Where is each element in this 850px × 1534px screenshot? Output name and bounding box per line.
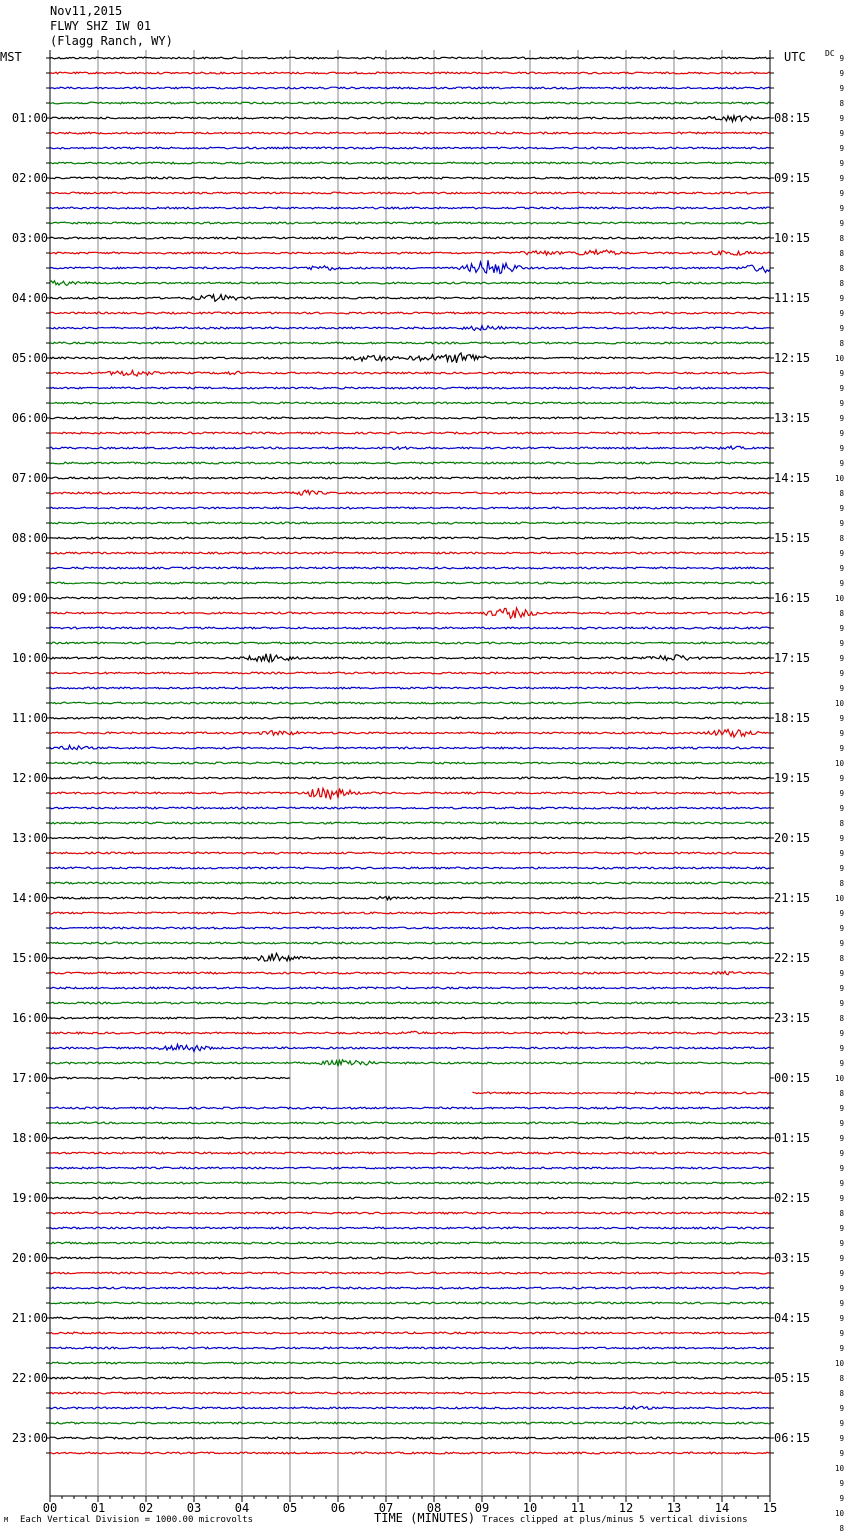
dc-offset-value: 10 [834, 1464, 844, 1473]
right-hour-label: 10:15 [774, 231, 811, 245]
dc-offset-value: 9 [839, 714, 844, 723]
dc-offset-value: 9 [839, 1029, 844, 1038]
seismic-trace [50, 1317, 770, 1319]
dc-offset-value: 9 [839, 1299, 844, 1308]
dc-offset-value: 9 [839, 159, 844, 168]
dc-offset-value: 9 [839, 1164, 844, 1173]
right-hour-label: 18:15 [774, 711, 811, 725]
left-hour-label: 21:00 [11, 1311, 48, 1325]
right-hour-label: 00:15 [774, 1071, 811, 1085]
dc-offset-header: DC [825, 49, 835, 58]
dc-offset-value: 10 [834, 354, 844, 363]
dc-offset-value: 8 [839, 249, 844, 258]
seismic-trace [50, 942, 770, 944]
dc-offset-value: 9 [839, 1419, 844, 1428]
dc-offset-value: 9 [839, 1194, 844, 1203]
left-hour-label: 05:00 [11, 351, 48, 365]
x-tick-label: 04 [234, 1501, 250, 1515]
left-hour-label: 09:00 [11, 591, 48, 605]
seismic-trace [50, 72, 770, 74]
seismic-trace [50, 387, 770, 389]
dc-offset-value: 9 [839, 744, 844, 753]
x-tick-label: 09 [474, 1501, 490, 1515]
dc-offset-value: 9 [839, 834, 844, 843]
dc-offset-value: 9 [839, 564, 844, 573]
dc-offset-value: 9 [839, 669, 844, 678]
dc-offset-value: 9 [839, 1404, 844, 1413]
dc-offset-value: 8 [839, 234, 844, 243]
dc-offset-value: 9 [839, 204, 844, 213]
x-tick-label: 05 [282, 1501, 298, 1515]
x-tick-label: 01 [90, 1501, 106, 1515]
seismic-trace [50, 281, 770, 286]
seismic-trace [50, 260, 770, 273]
dc-offset-value: 8 [839, 534, 844, 543]
seismic-trace [50, 702, 770, 704]
right-hour-label: 17:15 [774, 651, 811, 665]
seismic-trace [50, 537, 770, 539]
dc-offset-value: 9 [839, 639, 844, 648]
dc-offset-value: 9 [839, 1479, 844, 1488]
right-hour-label: 09:15 [774, 171, 811, 185]
left-hour-label: 17:00 [11, 1071, 48, 1085]
dc-offset-value: 8 [839, 1089, 844, 1098]
dc-offset-value: 9 [839, 459, 844, 468]
dc-offset-value: 9 [839, 939, 844, 948]
dc-offset-value: 8 [839, 954, 844, 963]
dc-offset-value: 9 [839, 399, 844, 408]
dc-offset-value: 9 [839, 549, 844, 558]
seismic-trace [50, 1044, 770, 1051]
seismic-trace [50, 462, 770, 464]
right-hour-label: 23:15 [774, 1011, 811, 1025]
seismic-trace [50, 1242, 770, 1244]
scale-note: Each Vertical Division = 1000.00 microvolts [20, 1515, 253, 1525]
dc-offset-value: 8 [839, 489, 844, 498]
dc-offset-value: 8 [839, 1524, 844, 1533]
left-hour-label: 11:00 [11, 711, 48, 725]
seismic-trace [50, 582, 770, 584]
right-hour-label: 11:15 [774, 291, 811, 305]
seismic-trace [50, 1107, 770, 1109]
seismic-trace [50, 822, 770, 824]
seismic-trace [50, 1152, 770, 1154]
seismic-trace [50, 1197, 770, 1199]
seismic-trace [50, 177, 770, 179]
seismic-trace [50, 897, 770, 900]
left-hour-label: 19:00 [11, 1191, 48, 1205]
seismic-trace [50, 745, 770, 749]
seismic-trace [50, 1212, 770, 1214]
seismic-trace [50, 953, 770, 961]
seismic-trace [50, 852, 770, 854]
dc-offset-value: 9 [839, 1314, 844, 1323]
station-location: (Flagg Ranch, WY) [50, 34, 173, 48]
seismic-trace [50, 342, 770, 344]
seismic-trace [50, 1406, 770, 1409]
dc-offset-value: 9 [839, 1044, 844, 1053]
seismic-trace [50, 927, 770, 929]
dc-offset-value: 10 [834, 474, 844, 483]
seismic-trace [50, 654, 770, 662]
x-tick-label: 14 [714, 1501, 730, 1515]
seismic-trace [50, 1122, 770, 1124]
seismic-trace [50, 295, 770, 302]
dc-offset-value: 10 [834, 699, 844, 708]
seismic-trace [50, 608, 770, 618]
seismic-trace [50, 717, 770, 719]
left-hour-label: 12:00 [11, 771, 48, 785]
left-hour-label: 04:00 [11, 291, 48, 305]
dc-offset-value: 8 [839, 339, 844, 348]
corner-mark: M [4, 1516, 9, 1524]
dc-offset-value: 9 [839, 579, 844, 588]
dc-offset-value: 9 [839, 1344, 844, 1353]
seismic-trace [50, 837, 770, 839]
dc-offset-value: 10 [834, 1359, 844, 1368]
dc-offset-value: 9 [839, 1284, 844, 1293]
seismic-trace [50, 222, 770, 224]
seismic-trace [50, 87, 770, 89]
dc-offset-value: 10 [834, 894, 844, 903]
dc-offset-value: 9 [839, 789, 844, 798]
seismic-trace [50, 353, 770, 363]
left-hour-label: 23:00 [11, 1431, 48, 1445]
dc-offset-value: 9 [839, 999, 844, 1008]
right-hour-label: 05:15 [774, 1371, 811, 1385]
seismic-trace [50, 1077, 290, 1079]
dc-offset-value: 8 [839, 1374, 844, 1383]
dc-offset-value: 9 [839, 384, 844, 393]
seismic-trace [50, 627, 770, 629]
seismic-trace [50, 642, 770, 644]
dc-offset-value: 9 [839, 1449, 844, 1458]
dc-offset-value: 9 [839, 849, 844, 858]
x-tick-label: 13 [666, 1501, 682, 1515]
seismic-trace [50, 1452, 770, 1454]
dc-offset-value: 9 [839, 144, 844, 153]
dc-offset-value: 9 [839, 624, 844, 633]
right-hour-label: 13:15 [774, 411, 811, 425]
left-hour-label: 22:00 [11, 1371, 48, 1385]
left-hour-label: 02:00 [11, 171, 48, 185]
dc-offset-value: 9 [839, 189, 844, 198]
seismic-trace [50, 788, 770, 800]
dc-offset-value: 8 [839, 609, 844, 618]
x-axis-title: TIME (MINUTES) [374, 1511, 476, 1525]
seismic-trace [50, 729, 770, 737]
seismic-trace [50, 1227, 770, 1229]
dc-offset-value: 8 [839, 1014, 844, 1023]
clip-note: Traces clipped at plus/minus 5 vertical divisions [482, 1515, 748, 1525]
left-hour-label: 01:00 [11, 111, 48, 125]
dc-offset-value: 9 [839, 174, 844, 183]
seismic-trace [50, 326, 770, 331]
dc-offset-value: 9 [839, 1269, 844, 1278]
seismic-trace [50, 1137, 770, 1139]
seismic-trace [50, 777, 770, 779]
dc-offset-value: 9 [839, 309, 844, 318]
dc-offset-value: 9 [839, 1494, 844, 1503]
seismic-trace [50, 1332, 770, 1334]
seismic-trace [50, 207, 770, 209]
seismic-trace [50, 237, 770, 239]
seismic-trace [50, 597, 770, 599]
dc-offset-value: 9 [839, 369, 844, 378]
dc-offset-value: 9 [839, 684, 844, 693]
dc-offset-value: 9 [839, 1119, 844, 1128]
right-hour-label: 20:15 [774, 831, 811, 845]
x-tick-label: 08 [426, 1501, 442, 1515]
seismic-trace [50, 250, 770, 255]
seismic-trace [50, 477, 770, 479]
right-hour-label: 12:15 [774, 351, 811, 365]
dc-offset-value: 9 [839, 429, 844, 438]
seismic-trace [50, 687, 770, 689]
left-hour-label: 07:00 [11, 471, 48, 485]
left-hour-label: 18:00 [11, 1131, 48, 1145]
x-tick-label: 11 [570, 1501, 586, 1515]
seismic-trace [50, 1272, 770, 1274]
x-tick-label: 10 [522, 1501, 538, 1515]
dc-offset-value: 9 [839, 129, 844, 138]
seismic-trace [50, 1437, 770, 1439]
dc-offset-value: 8 [839, 264, 844, 273]
seismic-trace [50, 446, 770, 449]
dc-offset-value: 8 [839, 279, 844, 288]
dc-offset-value: 9 [839, 1254, 844, 1263]
seismic-trace [50, 1167, 770, 1169]
seismic-trace [50, 370, 770, 376]
dc-offset-value: 9 [839, 774, 844, 783]
station-code: FLWY SHZ IW 01 [50, 19, 152, 33]
seismic-trace [50, 1422, 770, 1424]
right-hour-label: 16:15 [774, 591, 811, 605]
seismic-trace [50, 567, 770, 569]
seismic-trace [50, 1377, 770, 1379]
dc-offset-value: 9 [839, 1329, 844, 1338]
seismic-trace [50, 867, 770, 869]
seismic-trace [50, 147, 770, 149]
right-hour-label: 08:15 [774, 111, 811, 125]
seismic-trace [50, 971, 770, 975]
left-hour-label: 14:00 [11, 891, 48, 905]
left-timezone-label: MST [0, 50, 22, 64]
dc-offset-value: 9 [839, 519, 844, 528]
left-hour-label: 10:00 [11, 651, 48, 665]
left-hour-label: 16:00 [11, 1011, 48, 1025]
x-tick-label: 03 [186, 1501, 202, 1515]
seismic-trace [472, 1092, 769, 1094]
seismic-trace [50, 432, 770, 434]
seismic-trace [50, 417, 770, 419]
right-hour-label: 01:15 [774, 1131, 811, 1145]
seismic-trace [50, 1302, 770, 1304]
dc-offset-value: 9 [839, 1149, 844, 1158]
right-hour-label: 02:15 [774, 1191, 811, 1205]
dc-offset-value: 10 [834, 594, 844, 603]
seismic-trace [50, 116, 770, 122]
left-hour-label: 15:00 [11, 951, 48, 965]
dc-offset-value: 9 [839, 1134, 844, 1143]
dc-offset-value: 10 [834, 1509, 844, 1518]
x-tick-label: 00 [42, 1501, 58, 1515]
seismic-trace [50, 1392, 770, 1394]
dc-offset-value: 9 [839, 504, 844, 513]
seismic-trace [50, 132, 770, 134]
left-hour-label: 03:00 [11, 231, 48, 245]
dc-offset-value: 9 [839, 1059, 844, 1068]
seismic-trace [50, 807, 770, 809]
seismic-trace [50, 1257, 770, 1259]
x-tick-label: 07 [378, 1501, 394, 1515]
dc-offset-value: 9 [839, 864, 844, 873]
x-tick-label: 15 [762, 1501, 778, 1515]
dc-offset-value: 9 [839, 804, 844, 813]
dc-offset-value: 9 [839, 984, 844, 993]
seismic-trace [50, 490, 770, 495]
right-hour-label: 15:15 [774, 531, 811, 545]
dc-offset-value: 9 [839, 654, 844, 663]
dc-offset-value: 9 [839, 1239, 844, 1248]
dc-offset-value: 8 [839, 1209, 844, 1218]
dc-offset-value: 9 [839, 909, 844, 918]
dc-offset-value: 10 [834, 1074, 844, 1083]
seismic-trace [50, 57, 770, 59]
dc-offset-value: 8 [839, 879, 844, 888]
right-hour-label: 14:15 [774, 471, 811, 485]
left-hour-label: 06:00 [11, 411, 48, 425]
right-hour-label: 21:15 [774, 891, 811, 905]
dc-offset-value: 9 [839, 1434, 844, 1443]
seismic-trace [50, 402, 770, 404]
dc-offset-value: 9 [839, 84, 844, 93]
x-tick-label: 02 [138, 1501, 154, 1515]
seismic-trace [50, 912, 770, 914]
right-hour-label: 19:15 [774, 771, 811, 785]
right-hour-label: 03:15 [774, 1251, 811, 1265]
right-timezone-label: UTC [784, 50, 806, 64]
x-tick-label: 06 [330, 1501, 346, 1515]
seismic-trace [50, 1017, 770, 1019]
dc-offset-value: 9 [839, 924, 844, 933]
seismic-trace [50, 1002, 770, 1004]
dc-offset-value: 9 [839, 54, 844, 63]
seismic-trace [50, 762, 770, 764]
dc-offset-value: 9 [839, 294, 844, 303]
dc-offset-value: 8 [839, 819, 844, 828]
record-date: Nov11,2015 [50, 4, 123, 18]
dc-offset-value: 9 [839, 729, 844, 738]
seismic-trace [50, 1182, 770, 1184]
left-hour-label: 13:00 [11, 831, 48, 845]
dc-offset-value: 9 [839, 1179, 844, 1188]
dc-offset-value: 9 [839, 114, 844, 123]
seismic-trace [50, 1347, 770, 1349]
dc-offset-value: 9 [839, 1224, 844, 1233]
seismic-trace [50, 1031, 770, 1034]
dc-offset-value: 9 [839, 414, 844, 423]
dc-offset-value: 9 [839, 69, 844, 78]
dc-offset-value: 8 [839, 1389, 844, 1398]
seismic-trace [50, 1287, 770, 1289]
x-tick-label: 12 [618, 1501, 634, 1515]
dc-offset-value: 9 [839, 219, 844, 228]
right-hour-label: 22:15 [774, 951, 811, 965]
dc-offset-value: 9 [839, 444, 844, 453]
dc-offset-value: 9 [839, 324, 844, 333]
left-hour-label: 08:00 [11, 531, 48, 545]
seismic-trace [50, 192, 770, 194]
seismic-trace [50, 987, 770, 989]
seismic-trace [50, 882, 770, 884]
seismic-trace [50, 507, 770, 509]
seismic-trace [50, 1362, 770, 1364]
dc-offset-value: 8 [839, 99, 844, 108]
dc-offset-value: 10 [834, 759, 844, 768]
seismic-trace [50, 312, 770, 314]
seismic-trace [50, 1060, 770, 1067]
seismic-trace [50, 162, 770, 164]
seismic-trace [50, 522, 770, 524]
right-hour-label: 06:15 [774, 1431, 811, 1445]
left-hour-label: 20:00 [11, 1251, 48, 1265]
dc-offset-value: 9 [839, 1104, 844, 1113]
dc-offset-value: 9 [839, 969, 844, 978]
seismic-trace [50, 672, 770, 674]
seismic-trace [50, 102, 770, 104]
seismic-trace [50, 552, 770, 554]
right-hour-label: 04:15 [774, 1311, 811, 1325]
